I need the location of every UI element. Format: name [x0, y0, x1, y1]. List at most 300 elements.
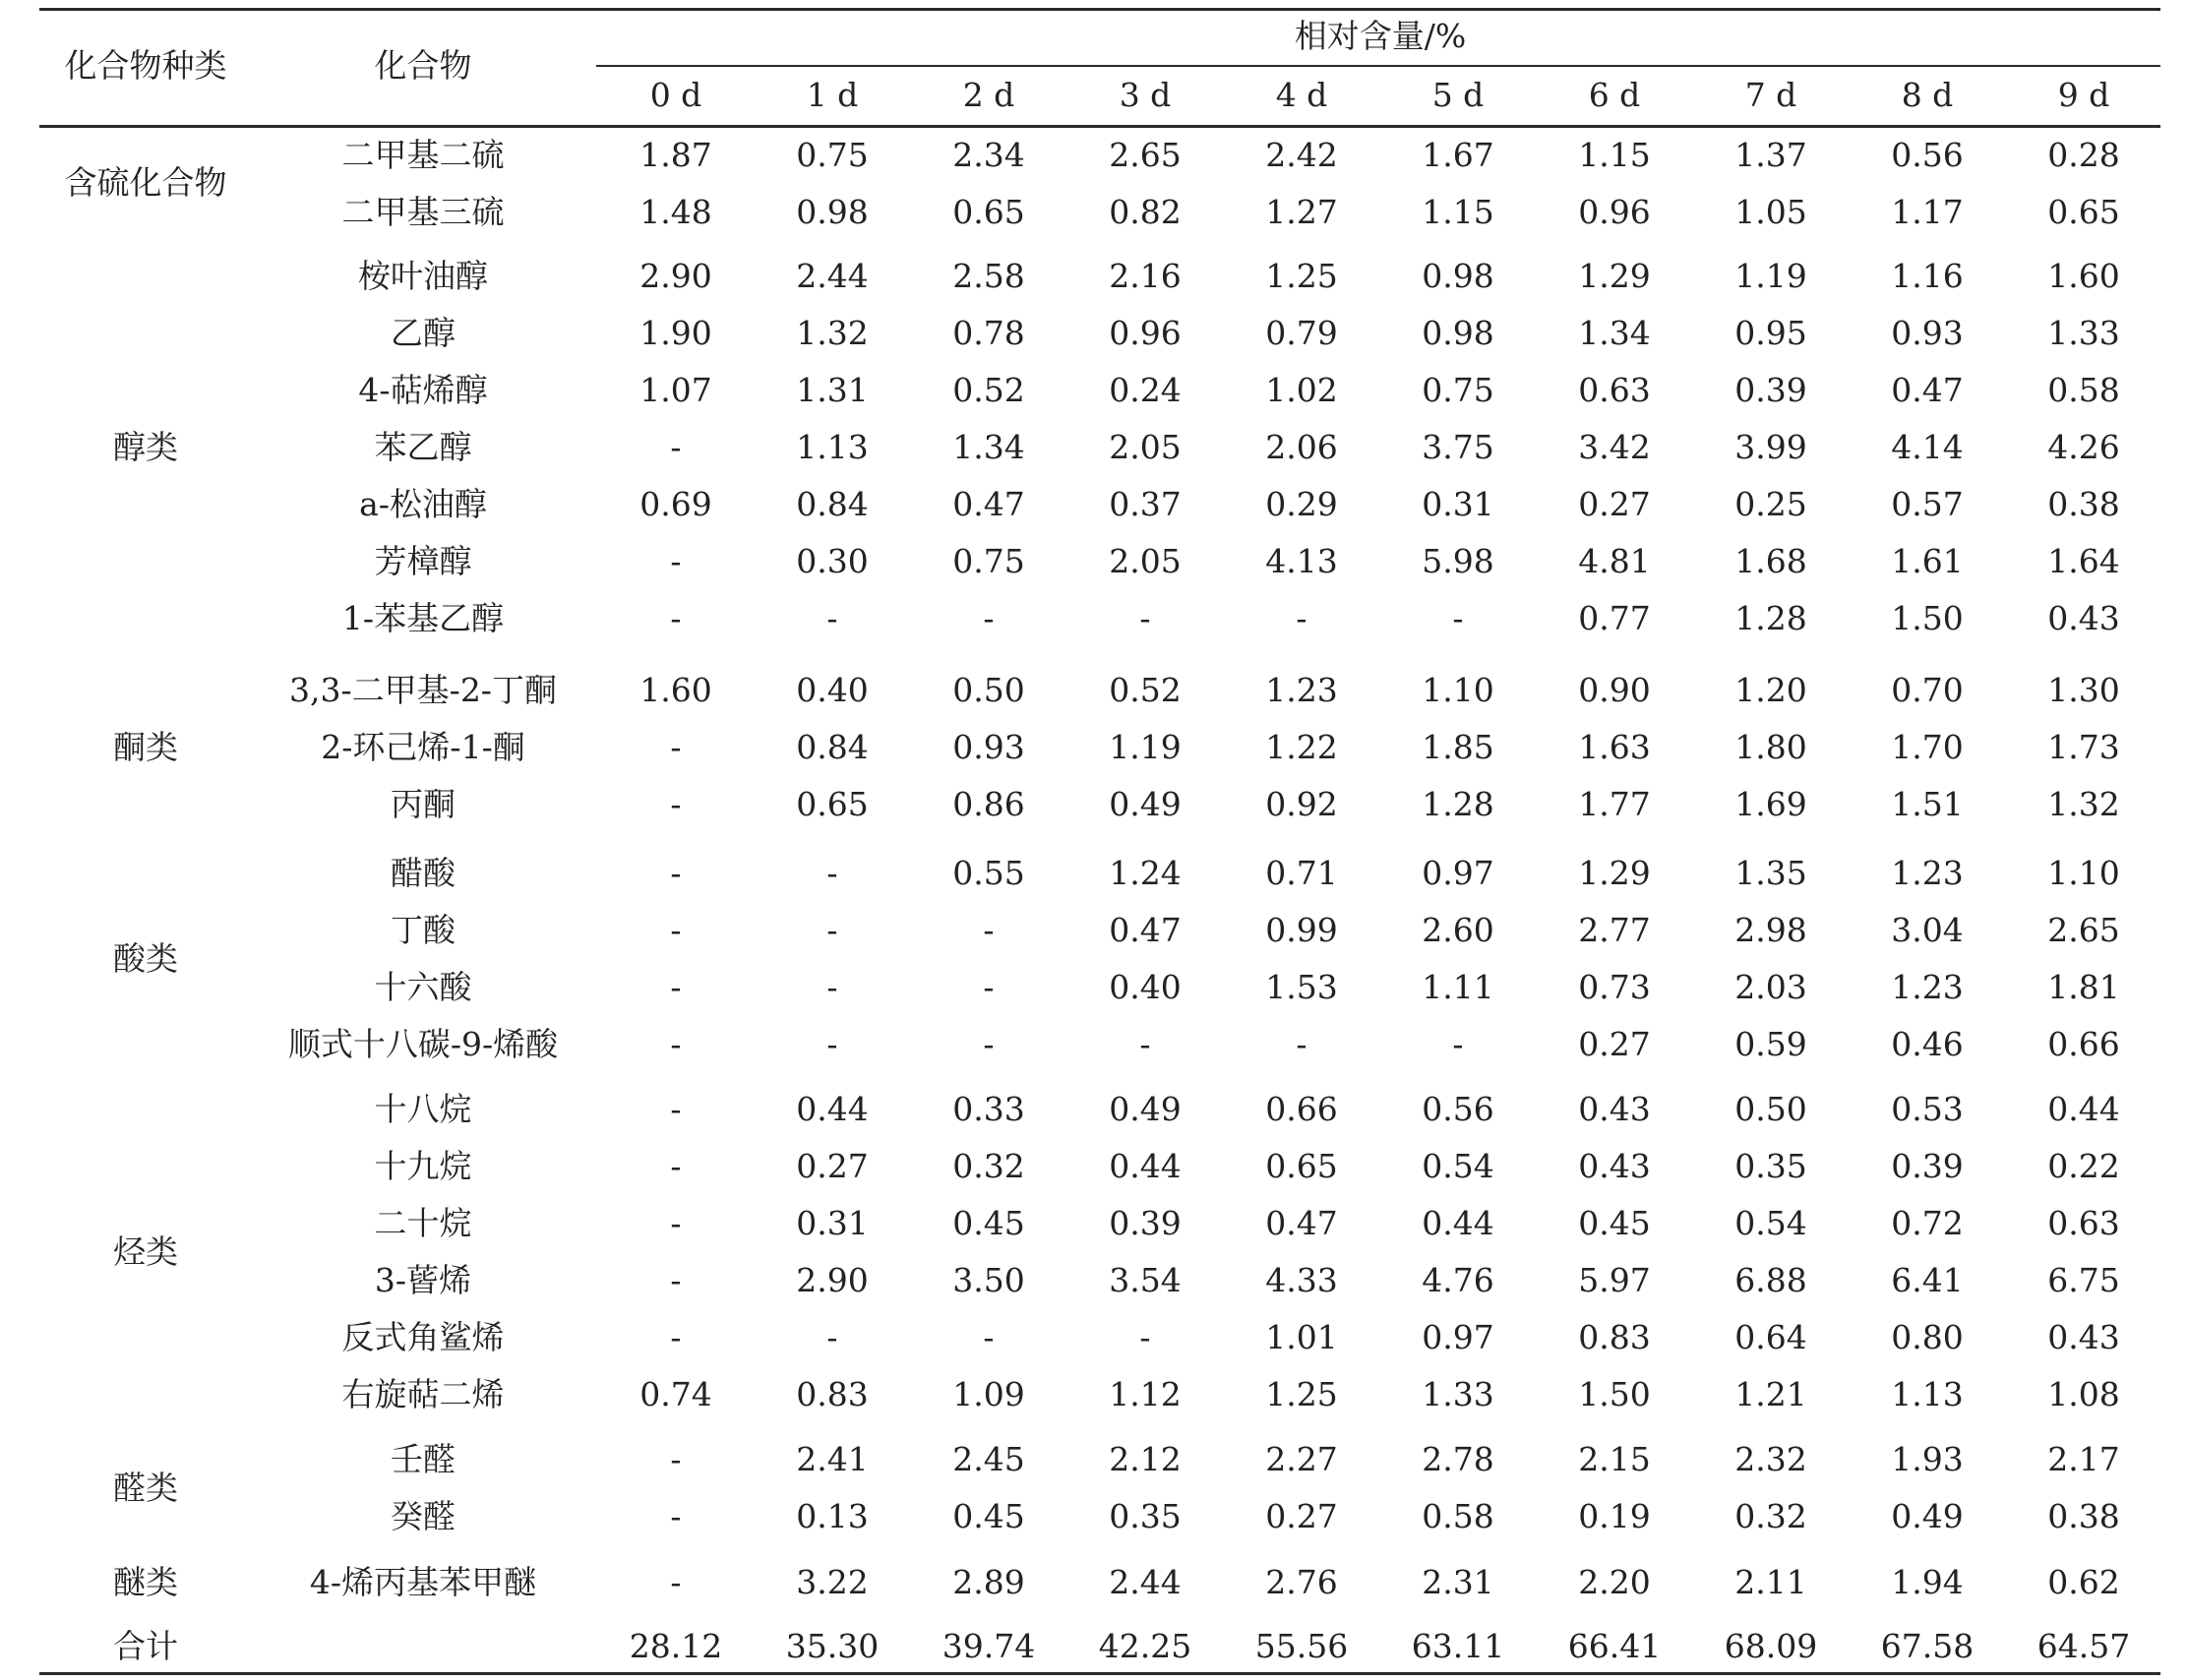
- value-cell: -: [1139, 599, 1151, 637]
- value-cell: 1.77: [1578, 785, 1651, 823]
- value-cell: 2.65: [2047, 911, 2120, 949]
- value-cell: 1.31: [796, 371, 869, 409]
- value-cell: 0.98: [796, 193, 869, 231]
- value-cell: 0.58: [1422, 1497, 1494, 1535]
- value-cell: 0.98: [1422, 314, 1494, 352]
- value-cell: 1.50: [1891, 599, 1964, 637]
- compound-name: 顺式十八碳-9-烯酸: [287, 1025, 559, 1063]
- value-cell: 1.19: [1734, 257, 1807, 295]
- value-cell: -: [826, 911, 838, 949]
- value-cell: 2.60: [1422, 911, 1494, 949]
- value-cell: 0.47: [1109, 911, 1182, 949]
- value-cell: -: [826, 599, 838, 637]
- value-cell: 0.86: [952, 785, 1025, 823]
- total-value: 42.25: [1098, 1627, 1192, 1665]
- value-cell: 0.75: [952, 542, 1025, 580]
- value-cell: 4.26: [2047, 428, 2120, 466]
- value-cell: 2.45: [952, 1440, 1025, 1478]
- value-cell: 2.03: [1734, 968, 1807, 1006]
- value-cell: 0.84: [796, 728, 869, 766]
- header-day: 7 d: [1744, 76, 1797, 114]
- value-cell: -: [826, 968, 838, 1006]
- value-cell: -: [670, 428, 682, 466]
- value-cell: 1.60: [2047, 257, 2120, 295]
- total-value: 39.74: [942, 1627, 1036, 1665]
- value-cell: 0.95: [1734, 314, 1807, 352]
- category-label: 醛类: [113, 1469, 178, 1507]
- header-day: 9 d: [2057, 76, 2110, 114]
- value-cell: 1.02: [1265, 371, 1338, 409]
- value-cell: -: [1139, 1318, 1151, 1356]
- value-cell: 1.28: [1422, 785, 1494, 823]
- value-cell: -: [983, 1025, 995, 1063]
- value-cell: -: [1452, 599, 1464, 637]
- value-cell: 3.50: [952, 1261, 1025, 1299]
- value-cell: 1.34: [1578, 314, 1651, 352]
- value-cell: -: [983, 599, 995, 637]
- value-cell: 1.24: [1109, 854, 1182, 892]
- value-cell: 0.49: [1109, 1090, 1182, 1128]
- category-label: 烃类: [113, 1232, 178, 1271]
- value-cell: 0.40: [796, 671, 869, 709]
- compound-name: 二甲基二硫: [341, 136, 505, 174]
- value-cell: 1.23: [1891, 854, 1964, 892]
- value-cell: 0.25: [1734, 485, 1807, 523]
- value-cell: 0.56: [1422, 1090, 1494, 1128]
- header-day: 1 d: [806, 76, 859, 114]
- value-cell: 2.98: [1734, 911, 1807, 949]
- value-cell: 5.97: [1578, 1261, 1651, 1299]
- value-cell: 0.98: [1422, 257, 1494, 295]
- table-top-rule: [39, 8, 2160, 11]
- value-cell: 1.25: [1265, 257, 1338, 295]
- value-cell: -: [1139, 1025, 1151, 1063]
- value-cell: 0.65: [2047, 193, 2120, 231]
- value-cell: 1.81: [2047, 968, 2120, 1006]
- value-cell: 0.44: [1422, 1204, 1494, 1242]
- value-cell: -: [1296, 599, 1307, 637]
- value-cell: -: [670, 1497, 682, 1535]
- value-cell: -: [983, 968, 995, 1006]
- value-cell: 0.72: [1891, 1204, 1964, 1242]
- value-cell: 0.55: [952, 854, 1025, 892]
- header-compound: 化合物: [374, 46, 472, 85]
- value-cell: 2.65: [1109, 136, 1182, 174]
- value-cell: 0.27: [1265, 1497, 1338, 1535]
- value-cell: 1.48: [639, 193, 712, 231]
- compound-name: 醋酸: [391, 854, 456, 892]
- value-cell: 1.61: [1891, 542, 1964, 580]
- value-cell: 0.59: [1734, 1025, 1807, 1063]
- value-cell: 0.32: [1734, 1497, 1807, 1535]
- compound-name: 4-萜烯醇: [358, 371, 488, 409]
- value-cell: 0.65: [952, 193, 1025, 231]
- value-cell: -: [670, 785, 682, 823]
- value-cell: 2.41: [796, 1440, 869, 1478]
- value-cell: 1.21: [1734, 1375, 1807, 1413]
- value-cell: 2.78: [1422, 1440, 1494, 1478]
- value-cell: 1.32: [2047, 785, 2120, 823]
- value-cell: 1.28: [1734, 599, 1807, 637]
- total-value: 28.12: [629, 1627, 723, 1665]
- value-cell: 1.30: [2047, 671, 2120, 709]
- value-cell: 0.65: [1265, 1147, 1338, 1185]
- value-cell: 3.04: [1891, 911, 1964, 949]
- value-cell: 3.75: [1422, 428, 1494, 466]
- value-cell: 0.43: [2047, 599, 2120, 637]
- compound-name: 壬醛: [391, 1440, 456, 1478]
- value-cell: 0.52: [1109, 671, 1182, 709]
- value-cell: 1.85: [1422, 728, 1494, 766]
- value-cell: 0.78: [952, 314, 1025, 352]
- value-cell: -: [983, 911, 995, 949]
- value-cell: 1.67: [1422, 136, 1494, 174]
- value-cell: 0.37: [1109, 485, 1182, 523]
- value-cell: 6.75: [2047, 1261, 2120, 1299]
- value-cell: -: [670, 1147, 682, 1185]
- value-cell: 1.87: [639, 136, 712, 174]
- value-cell: 0.49: [1891, 1497, 1964, 1535]
- value-cell: -: [670, 854, 682, 892]
- header-category: 化合物种类: [64, 46, 227, 85]
- value-cell: 0.46: [1891, 1025, 1964, 1063]
- value-cell: 1.90: [639, 314, 712, 352]
- value-cell: 0.47: [952, 485, 1025, 523]
- value-cell: 0.43: [1578, 1090, 1651, 1128]
- value-cell: 1.08: [2047, 1375, 2120, 1413]
- value-cell: 2.12: [1109, 1440, 1182, 1478]
- value-cell: 1.29: [1578, 854, 1651, 892]
- value-cell: -: [670, 1261, 682, 1299]
- total-value: 55.56: [1254, 1627, 1349, 1665]
- value-cell: 2.06: [1265, 428, 1338, 466]
- compound-name: 右旋萜二烯: [341, 1375, 505, 1413]
- value-cell: 1.70: [1891, 728, 1964, 766]
- value-cell: 1.22: [1265, 728, 1338, 766]
- value-cell: 1.29: [1578, 257, 1651, 295]
- value-cell: 1.69: [1734, 785, 1807, 823]
- value-cell: 0.38: [2047, 1497, 2120, 1535]
- value-cell: 0.30: [796, 542, 869, 580]
- value-cell: 1.01: [1265, 1318, 1338, 1356]
- total-value: 67.58: [1880, 1627, 1975, 1665]
- value-cell: 0.92: [1265, 785, 1338, 823]
- value-cell: 0.39: [1891, 1147, 1964, 1185]
- value-cell: 1.53: [1265, 968, 1338, 1006]
- value-cell: 2.77: [1578, 911, 1651, 949]
- value-cell: 0.96: [1578, 193, 1651, 231]
- value-cell: 0.70: [1891, 671, 1964, 709]
- total-value: 68.09: [1724, 1627, 1818, 1665]
- value-cell: 1.94: [1891, 1563, 1964, 1601]
- compound-name: 芳樟醇: [374, 542, 472, 580]
- compound-name: 乙醇: [391, 314, 456, 352]
- value-cell: 1.12: [1109, 1375, 1182, 1413]
- value-cell: 0.82: [1109, 193, 1182, 231]
- value-cell: 0.31: [1422, 485, 1494, 523]
- value-cell: 1.09: [952, 1375, 1025, 1413]
- value-cell: -: [983, 1318, 995, 1356]
- value-cell: 0.66: [1265, 1090, 1338, 1128]
- compound-name: 反式角鲨烯: [341, 1318, 505, 1356]
- value-cell: 3.99: [1734, 428, 1807, 466]
- value-cell: 0.58: [2047, 371, 2120, 409]
- value-cell: 1.11: [1422, 968, 1494, 1006]
- value-cell: 1.68: [1734, 542, 1807, 580]
- value-cell: -: [670, 1025, 682, 1063]
- value-cell: 0.77: [1578, 599, 1651, 637]
- value-cell: 0.38: [2047, 485, 2120, 523]
- value-cell: 2.11: [1734, 1563, 1807, 1601]
- value-cell: 0.79: [1265, 314, 1338, 352]
- value-cell: -: [670, 1318, 682, 1356]
- value-cell: 2.32: [1734, 1440, 1807, 1478]
- value-cell: 0.74: [639, 1375, 712, 1413]
- value-cell: 1.93: [1891, 1440, 1964, 1478]
- value-cell: 0.45: [952, 1497, 1025, 1535]
- value-cell: -: [670, 1440, 682, 1478]
- value-cell: 1.23: [1265, 671, 1338, 709]
- value-cell: 0.33: [952, 1090, 1025, 1128]
- value-cell: 0.75: [796, 136, 869, 174]
- value-cell: 2.42: [1265, 136, 1338, 174]
- compound-name: 苯乙醇: [374, 428, 472, 466]
- value-cell: 2.34: [952, 136, 1025, 174]
- compound-name: 2-环己烯-1-酮: [321, 728, 525, 766]
- value-cell: 1.19: [1109, 728, 1182, 766]
- value-cell: 2.44: [1109, 1563, 1182, 1601]
- compound-name: 十八烷: [374, 1090, 472, 1128]
- total-value: 66.41: [1567, 1627, 1662, 1665]
- header-day: 5 d: [1431, 76, 1485, 114]
- category-label: 含硫化合物: [64, 163, 227, 202]
- value-cell: 4.81: [1578, 542, 1651, 580]
- value-cell: 1.37: [1734, 136, 1807, 174]
- value-cell: 0.27: [1578, 485, 1651, 523]
- value-cell: 3.22: [796, 1563, 869, 1601]
- value-cell: 1.64: [2047, 542, 2120, 580]
- value-cell: 2.76: [1265, 1563, 1338, 1601]
- header-day: 3 d: [1119, 76, 1172, 114]
- value-cell: 2.58: [952, 257, 1025, 295]
- value-cell: 0.24: [1109, 371, 1182, 409]
- value-cell: 1.07: [639, 371, 712, 409]
- value-cell: 0.50: [1734, 1090, 1807, 1128]
- value-cell: 0.65: [796, 785, 869, 823]
- value-cell: 2.31: [1422, 1563, 1494, 1601]
- compound-name: a-松油醇: [359, 485, 487, 523]
- value-cell: 0.35: [1109, 1497, 1182, 1535]
- value-cell: 3.42: [1578, 428, 1651, 466]
- value-cell: 0.27: [1578, 1025, 1651, 1063]
- value-cell: 6.41: [1891, 1261, 1964, 1299]
- value-cell: 0.19: [1578, 1497, 1651, 1535]
- value-cell: 0.27: [796, 1147, 869, 1185]
- value-cell: 1.80: [1734, 728, 1807, 766]
- value-cell: 1.13: [796, 428, 869, 466]
- value-cell: 0.53: [1891, 1090, 1964, 1128]
- value-cell: 0.64: [1734, 1318, 1807, 1356]
- total-value: 35.30: [785, 1627, 880, 1665]
- value-cell: -: [1452, 1025, 1464, 1063]
- value-cell: -: [670, 968, 682, 1006]
- value-cell: 1.33: [1422, 1375, 1494, 1413]
- total-value: 64.57: [2036, 1627, 2131, 1665]
- header-group: 相对含量/%: [1294, 17, 1467, 55]
- category-label: 酮类: [113, 728, 178, 766]
- value-cell: 2.17: [2047, 1440, 2120, 1478]
- compound-name: 十九烷: [374, 1147, 472, 1185]
- value-cell: 0.44: [2047, 1090, 2120, 1128]
- header-sub-rule: [596, 65, 2160, 67]
- value-cell: 0.75: [1422, 371, 1494, 409]
- value-cell: 0.44: [1109, 1147, 1182, 1185]
- compound-name: 癸醛: [391, 1497, 456, 1535]
- value-cell: 1.23: [1891, 968, 1964, 1006]
- header-day: 8 d: [1901, 76, 1954, 114]
- value-cell: 0.50: [952, 671, 1025, 709]
- compound-name: 丙酮: [391, 785, 456, 823]
- value-cell: 0.35: [1734, 1147, 1807, 1185]
- value-cell: 0.29: [1265, 485, 1338, 523]
- value-cell: 1.10: [1422, 671, 1494, 709]
- category-label: 醚类: [113, 1563, 178, 1601]
- compound-name: 1-苯基乙醇: [341, 599, 505, 637]
- value-cell: 0.44: [796, 1090, 869, 1128]
- value-cell: 1.63: [1578, 728, 1651, 766]
- value-cell: 0.32: [952, 1147, 1025, 1185]
- value-cell: -: [670, 599, 682, 637]
- value-cell: 0.39: [1734, 371, 1807, 409]
- value-cell: 0.93: [1891, 314, 1964, 352]
- value-cell: 0.71: [1265, 854, 1338, 892]
- value-cell: 0.83: [1578, 1318, 1651, 1356]
- total-value: 63.11: [1411, 1627, 1505, 1665]
- value-cell: 0.54: [1422, 1147, 1494, 1185]
- value-cell: 1.33: [2047, 314, 2120, 352]
- value-cell: 2.90: [796, 1261, 869, 1299]
- value-cell: 0.39: [1109, 1204, 1182, 1242]
- value-cell: 0.43: [2047, 1318, 2120, 1356]
- value-cell: 2.05: [1109, 428, 1182, 466]
- value-cell: 1.25: [1265, 1375, 1338, 1413]
- compound-name: 桉叶油醇: [358, 257, 488, 295]
- table-bottom-rule: [39, 1672, 2160, 1675]
- value-cell: -: [670, 1090, 682, 1128]
- value-cell: 1.35: [1734, 854, 1807, 892]
- value-cell: 2.20: [1578, 1563, 1651, 1601]
- value-cell: -: [826, 1318, 838, 1356]
- value-cell: 1.13: [1891, 1375, 1964, 1413]
- value-cell: 5.98: [1422, 542, 1494, 580]
- value-cell: 1.15: [1422, 193, 1494, 231]
- value-cell: 2.16: [1109, 257, 1182, 295]
- value-cell: 0.96: [1109, 314, 1182, 352]
- total-label: 合计: [113, 1627, 178, 1665]
- value-cell: 0.54: [1734, 1204, 1807, 1242]
- compound-name: 丁酸: [391, 911, 456, 949]
- value-cell: 4.76: [1422, 1261, 1494, 1299]
- value-cell: 1.05: [1734, 193, 1807, 231]
- value-cell: 2.90: [639, 257, 712, 295]
- value-cell: 2.15: [1578, 1440, 1651, 1478]
- value-cell: 1.34: [952, 428, 1025, 466]
- value-cell: 1.32: [796, 314, 869, 352]
- value-cell: 1.16: [1891, 257, 1964, 295]
- value-cell: 0.56: [1891, 136, 1964, 174]
- value-cell: 0.97: [1422, 1318, 1494, 1356]
- value-cell: 0.97: [1422, 854, 1494, 892]
- value-cell: 2.89: [952, 1563, 1025, 1601]
- header-day: 2 d: [962, 76, 1015, 114]
- value-cell: 0.13: [796, 1497, 869, 1535]
- value-cell: -: [670, 1563, 682, 1601]
- value-cell: 1.60: [639, 671, 712, 709]
- value-cell: -: [826, 854, 838, 892]
- value-cell: 1.27: [1265, 193, 1338, 231]
- value-cell: 0.43: [1578, 1147, 1651, 1185]
- category-label: 酸类: [113, 939, 178, 978]
- value-cell: 0.84: [796, 485, 869, 523]
- value-cell: 0.49: [1109, 785, 1182, 823]
- value-cell: 0.52: [952, 371, 1025, 409]
- value-cell: 0.47: [1265, 1204, 1338, 1242]
- compound-name: 十六酸: [374, 968, 472, 1006]
- value-cell: 2.05: [1109, 542, 1182, 580]
- value-cell: 1.20: [1734, 671, 1807, 709]
- value-cell: -: [670, 542, 682, 580]
- value-cell: 0.99: [1265, 911, 1338, 949]
- compound-name: 二十烷: [374, 1204, 472, 1242]
- header-day: 0 d: [649, 76, 702, 114]
- value-cell: 0.69: [639, 485, 712, 523]
- value-cell: -: [670, 728, 682, 766]
- value-cell: 0.62: [2047, 1563, 2120, 1601]
- header-bottom-rule: [39, 125, 2160, 128]
- compound-name: 二甲基三硫: [341, 193, 505, 231]
- value-cell: 0.80: [1891, 1318, 1964, 1356]
- category-label: 醇类: [113, 428, 178, 466]
- value-cell: 4.14: [1891, 428, 1964, 466]
- compound-name: 3,3-二甲基-2-丁酮: [289, 671, 557, 709]
- value-cell: -: [826, 1025, 838, 1063]
- value-cell: 1.73: [2047, 728, 2120, 766]
- value-cell: 0.63: [1578, 371, 1651, 409]
- value-cell: 0.22: [2047, 1147, 2120, 1185]
- value-cell: 1.51: [1891, 785, 1964, 823]
- value-cell: 0.40: [1109, 968, 1182, 1006]
- value-cell: -: [1296, 1025, 1307, 1063]
- value-cell: 2.44: [796, 257, 869, 295]
- header-day: 6 d: [1588, 76, 1641, 114]
- value-cell: 0.90: [1578, 671, 1651, 709]
- value-cell: 0.28: [2047, 136, 2120, 174]
- compound-name: 3-蒈烯: [374, 1261, 472, 1299]
- value-cell: -: [670, 911, 682, 949]
- value-cell: 0.73: [1578, 968, 1651, 1006]
- value-cell: 2.27: [1265, 1440, 1338, 1478]
- value-cell: 0.83: [796, 1375, 869, 1413]
- value-cell: 0.93: [952, 728, 1025, 766]
- value-cell: 0.45: [952, 1204, 1025, 1242]
- header-day: 4 d: [1275, 76, 1328, 114]
- value-cell: 0.66: [2047, 1025, 2120, 1063]
- value-cell: 0.47: [1891, 371, 1964, 409]
- value-cell: 0.57: [1891, 485, 1964, 523]
- value-cell: 4.13: [1265, 542, 1338, 580]
- value-cell: 1.15: [1578, 136, 1651, 174]
- value-cell: 1.10: [2047, 854, 2120, 892]
